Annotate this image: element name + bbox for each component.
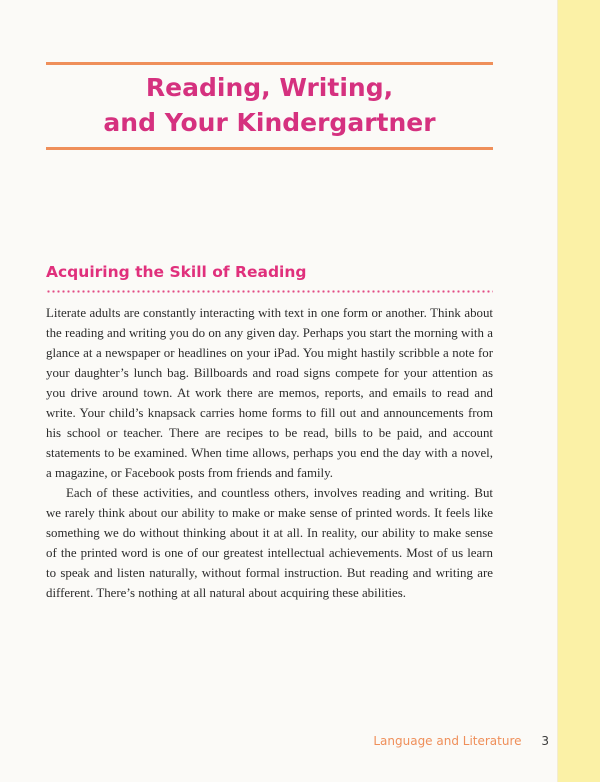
section-dotted-rule xyxy=(46,290,493,293)
page-number: 3 xyxy=(541,734,549,748)
section-heading: Acquiring the Skill of Reading xyxy=(46,263,307,281)
page-edge-line xyxy=(557,0,558,782)
footer-section-label: Language and Literature xyxy=(373,734,522,748)
title-rule-bottom xyxy=(46,147,493,150)
chapter-title-line-2: and Your Kindergartner xyxy=(103,108,436,137)
page-edge-band xyxy=(558,0,600,782)
body-text xyxy=(46,303,493,603)
paragraph-1: Literate adults are constantly interacting with text in one form or another. Think about the reading and writing you do on any given day. Perhaps you start the morning with a glance at a newspaper or headlines on your iPad. You might hastily scribble a note for your daughter’s lunch bag. Billboards and road signs compete for your attention as you drive around town. At work there are memos, reports, and emails to read and write. Your child’s knapsack carries home forms to fill out and announcements from his school or teacher. There are recipes to be read, bills to be paid, and account statements to be examined. When time allows, perhaps you end the day with a novel, a magazine, or Facebook posts from friends and family. xyxy=(46,306,493,480)
chapter-title xyxy=(46,70,493,140)
running-footer xyxy=(373,733,549,749)
paragraph-2: Each of these activities, and countless others, involves reading and writing. But we rarely think about our ability to make or make sense of printed words. It feels like something we do without thinking about it at all. In reality, our ability to make sense of the printed word is one of our greatest intellectual achievements. Most of us learn to speak and listen naturally, without formal instruction. But reading and writing are different. There’s nothing at all natural about acquiring these abilities. xyxy=(46,486,493,600)
title-rule-top xyxy=(46,62,493,65)
chapter-title-line-1: Reading, Writing, xyxy=(145,73,394,102)
